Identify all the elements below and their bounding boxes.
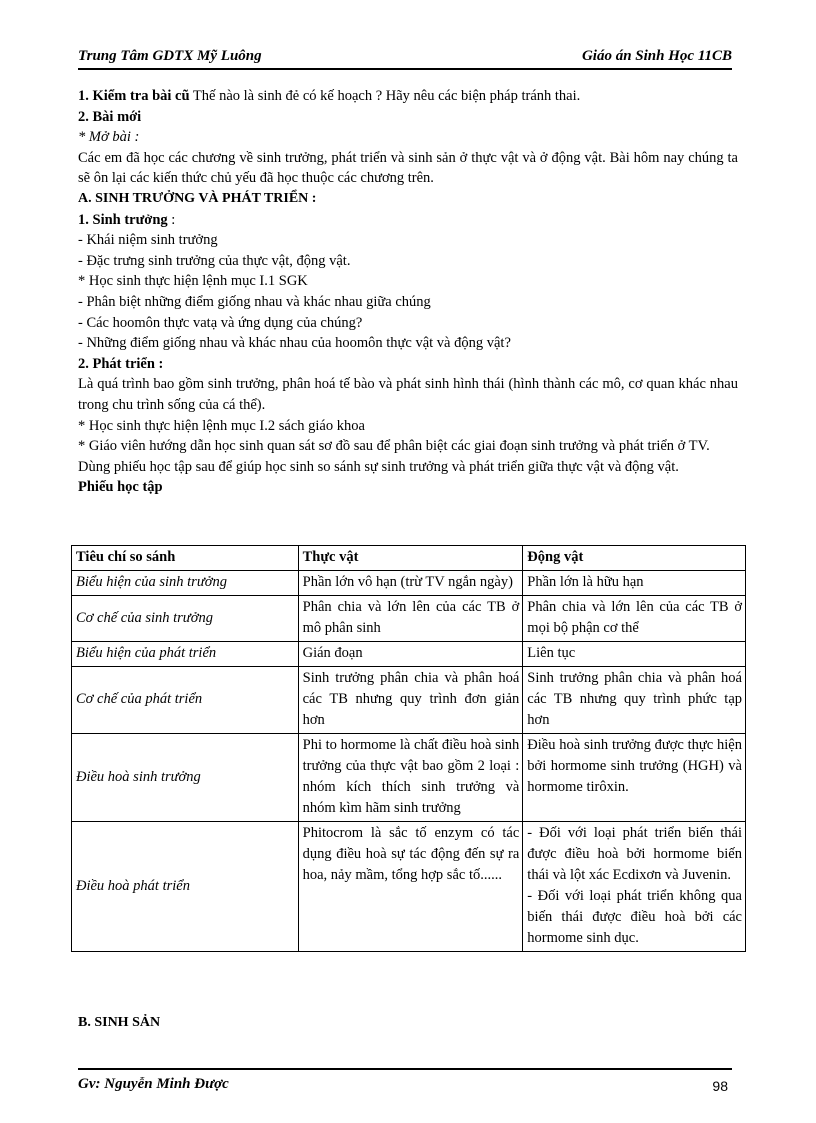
header-plant: Thực vật: [298, 546, 523, 571]
growth-item: - Các hoomôn thực vatạ và ứng dụng của chúng?: [78, 314, 363, 331]
teacher-name: Gv: Nguyễn Minh Được: [78, 1076, 229, 1092]
row-animal: Phân chia và lớn lên của các TB ở mọi bộ phận cơ thể: [523, 596, 746, 642]
table-row: [72, 667, 746, 734]
opening-paragraph: Các em đã học các chương về sinh trưởng, phát triển và sinh sản ở thực vật và ở động vật. Bài hôm nay chúng ta sẽ ôn lại các kiến thức chủ yếu đã học thuộc các chương trên.: [78, 149, 738, 187]
development-paragraph: Dùng phiếu học tập sau để giúp học sinh so sánh sự sinh trưởng và phát triển giữa thực vật và động vật.: [78, 458, 679, 475]
lesson-content: [78, 86, 738, 498]
row-criterion: Cơ chế của sinh trưởng: [72, 596, 299, 642]
row-plant: Phân chia và lớn lên của các TB ở mô phân sinh: [298, 596, 523, 642]
opening-heading: * Mở bài :: [78, 129, 140, 146]
row-criterion: Cơ chế của phát triển: [72, 667, 299, 734]
row-animal: - Đối với loại phát triển biến thái được điều hoà bởi hormome biến thái và lột xác Ecdixơn và Juvenin.: [527, 825, 742, 883]
growth-title: 1. Sinh trưởng: [78, 211, 168, 228]
table-row: [72, 822, 746, 952]
growth-item: - Khái niệm sinh trưởng: [78, 232, 218, 249]
table-row: [72, 571, 746, 596]
header-animal: Động vật: [523, 546, 746, 571]
row-animal: Sinh trưởng phân chia và phân hoá các TB nhưng quy trình phức tạp hơn: [523, 667, 746, 734]
table-header-row: [72, 546, 746, 571]
row-plant: Phitocrom là sắc tố enzym có tác dụng điều hoà sự tác động đến sự ra hoa, nảy mầm, tổng hợp sắc tố......: [298, 822, 523, 952]
growth-item: - Đặc trưng sinh trưởng của thực vật, động vật.: [78, 252, 351, 269]
header-subject: Giáo án Sinh Học 11CB: [581, 48, 732, 64]
page-number: 98: [712, 1078, 728, 1094]
development-paragraph: * Giáo viên hướng dẫn học sinh quan sát sơ đồ sau để phân biệt các giai đoạn sinh trưởng và phát triển ở TV.: [78, 438, 710, 455]
check-old-lesson: [78, 86, 738, 107]
page-footer: [78, 1068, 732, 1093]
development-heading: 2. Phát triển :: [78, 355, 164, 372]
table-row: [72, 596, 746, 642]
header-criterion: Tiêu chí so sánh: [72, 546, 299, 571]
section-b-title: B. SINH SẢN: [78, 1015, 161, 1030]
table-row: [72, 734, 746, 822]
growth-item: - Phân biệt những điểm giống nhau và khác nhau giữa chúng: [78, 293, 431, 310]
development-paragraph: * Học sinh thực hiện lệnh mục I.2 sách giáo khoa: [78, 417, 365, 434]
row-criterion: Điều hoà sinh trưởng: [72, 734, 299, 822]
row-animal: Phần lớn là hữu hạn: [523, 571, 746, 596]
row-animal-extra: - Đối với loại phát triển không qua biến thái được điều hoà bởi các hormome sinh dục.: [527, 888, 742, 946]
row-plant: Phần lớn vô hạn (trừ TV ngắn ngày): [298, 571, 523, 596]
page-header: [78, 48, 732, 70]
row-criterion: Điều hoà phát triển: [72, 822, 299, 952]
header-school: Trung Tâm GDTX Mỹ Luông: [78, 48, 262, 64]
row-plant: Gián đoạn: [298, 642, 523, 667]
comparison-table: [71, 545, 746, 952]
growth-colon: :: [167, 211, 176, 228]
section-a-title: A. SINH TRƯỞNG VÀ PHÁT TRIỂN :: [78, 190, 317, 206]
table-row: [72, 642, 746, 667]
row-animal: Điều hoà sinh trưởng được thực hiện bởi hormome sinh trưởng (HGH) và hormome tirôxin.: [523, 734, 746, 822]
check-title: 1. Kiểm tra bài cũ: [78, 88, 190, 104]
growth-item: * Học sinh thực hiện lệnh mục I.1 SGK: [78, 273, 308, 290]
row-criterion: Biểu hiện của sinh trưởng: [72, 571, 299, 596]
check-text: Thế nào là sinh đẻ có kế hoạch ? Hãy nêu các biện pháp tránh thai.: [189, 88, 581, 104]
development-paragraph: Là quá trình bao gồm sinh trưởng, phân hoá tế bào và phát sinh hình thái (hình thành các mô, cơ quan khác nhau trong chu trình sống của cá thể).: [78, 376, 738, 413]
row-animal: Liên tục: [523, 642, 746, 667]
growth-item: - Những điểm giống nhau và khác nhau của hoomôn thực vật và động vật?: [78, 335, 511, 352]
new-lesson-heading: 2. Bài mới: [78, 108, 142, 125]
row-plant: Phi to hormome là chất điều hoà sinh trưởng của thực vật bao gồm 2 loại : nhóm kích thích sinh trưởng và nhóm kìm hãm sinh trưởng: [298, 734, 523, 822]
row-animal-cell: [523, 822, 746, 952]
growth-heading: [78, 210, 738, 231]
row-plant: Sinh trưởng phân chia và phân hoá các TB nhưng quy trình đơn giản hơn: [298, 667, 523, 734]
worksheet-title: Phiếu học tập: [78, 479, 163, 496]
row-criterion: Biểu hiện của phát triển: [72, 642, 299, 667]
